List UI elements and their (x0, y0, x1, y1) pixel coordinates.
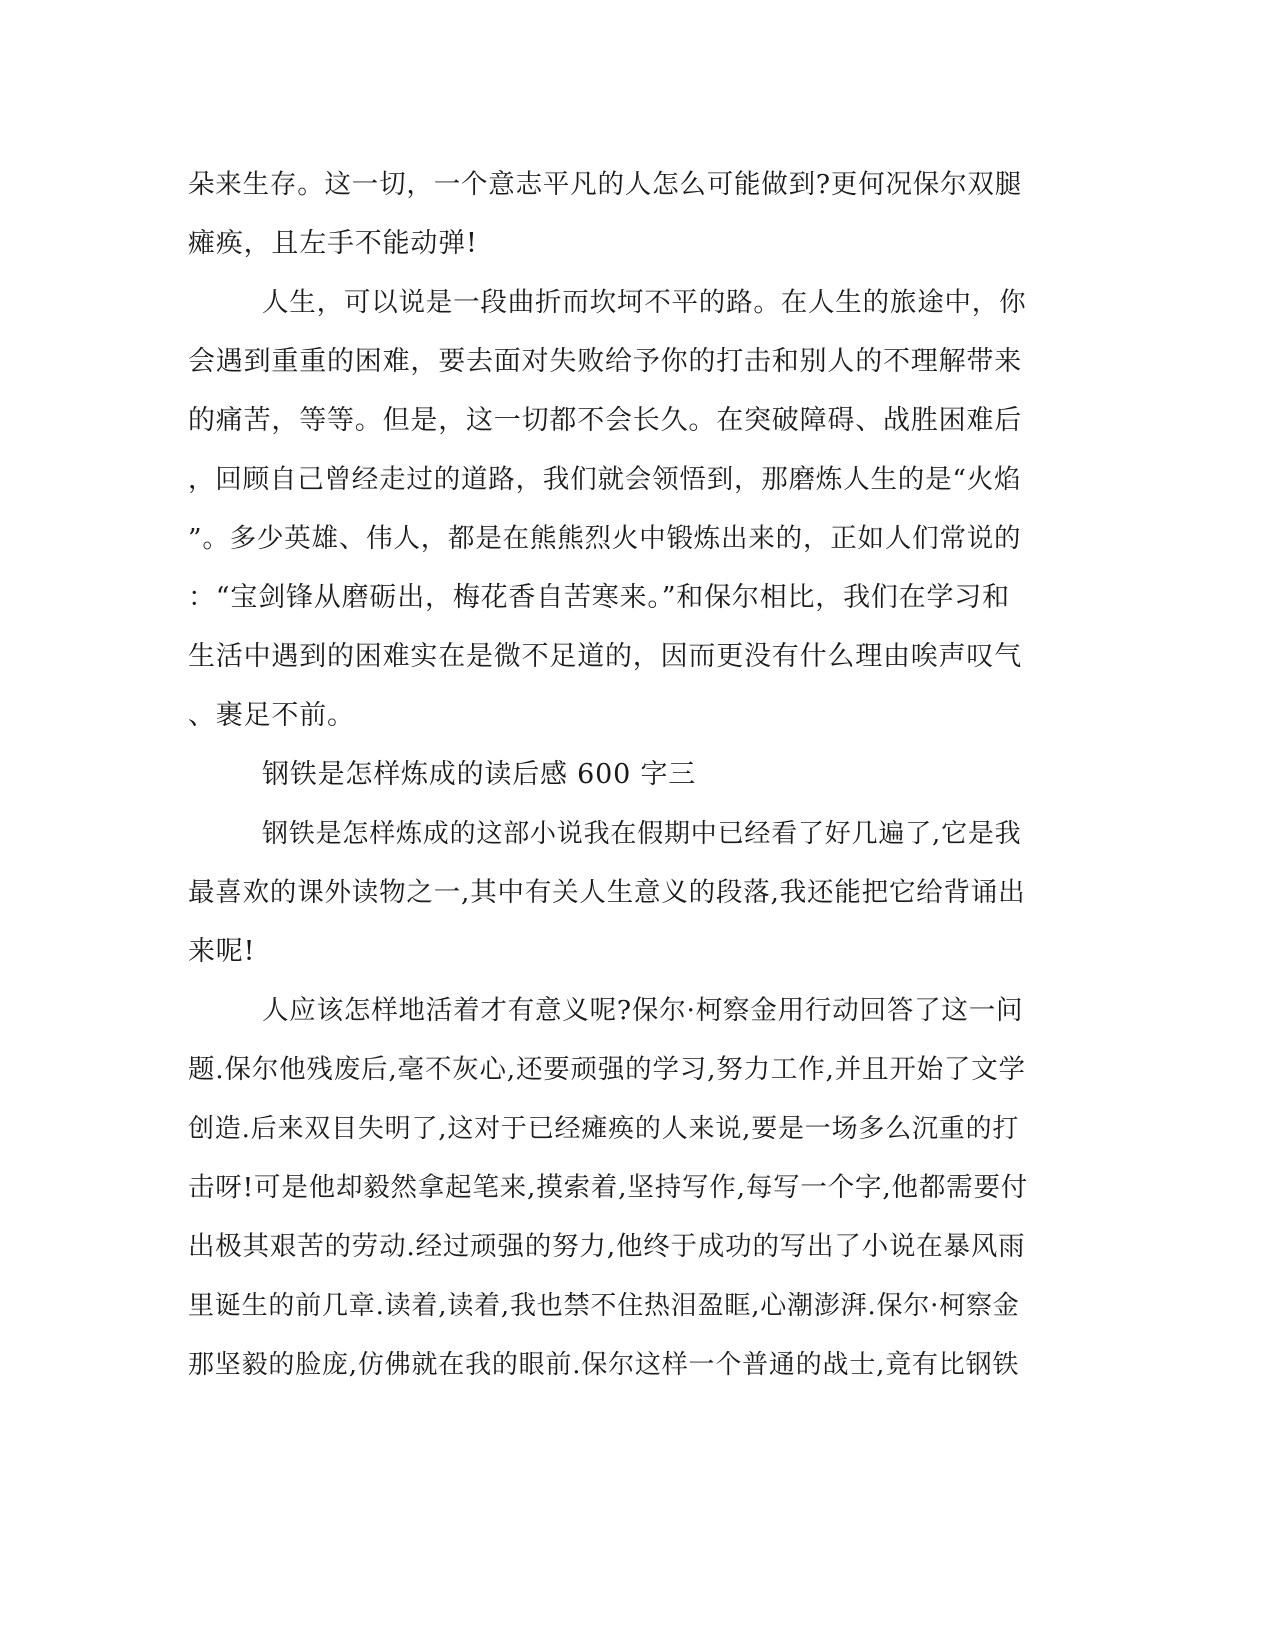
text-line: 创造.后来双目失明了,这对于已经瘫痪的人来说,要是一场多么沉重的打 (188, 1114, 1020, 1144)
text-line: 生活中遇到的困难实在是微不足道的，因而更没有什么理由唉声叹气 (188, 641, 1022, 672)
section-heading: 钢铁是怎样炼成的读后感 600 字三 (262, 759, 697, 790)
text-line: 出极其艰苦的劳动.经过顽强的努力,他终于成功的写出了小说在暴风雨 (188, 1231, 1026, 1262)
text-line: 里诞生的前几章.读着,读着,我也禁不住热泪盈眶,心潮澎湃.保尔·柯察金 (188, 1291, 1020, 1321)
paragraph-start-line: 钢铁是怎样炼成的这部小说我在假期中已经看了好几遍了,它是我 (262, 819, 1022, 849)
text-line: 会遇到重重的困难，要去面对失败给予你的打击和别人的不理解带来 (188, 346, 1022, 377)
text-line: 朵来生存。这一切，一个意志平凡的人怎么可能做到?更何况保尔双腿 (188, 169, 1023, 200)
text-line: ，回顾自己曾经走过的道路，我们就会领悟到，那磨炼人生的是“火焰 (188, 464, 1022, 495)
text-line: 击呀!可是他却毅然拿起笔来,摸索着,坚持写作,每写一个字,他都需要付 (188, 1172, 1029, 1203)
text-line: 那坚毅的脸庞,仿佛就在我的眼前.保尔这样一个普通的战士,竟有比钢铁 (188, 1350, 1020, 1380)
text-line: 的痛苦，等等。但是，这一切都不会长久。在突破障碍、战胜困难后 (188, 405, 1022, 436)
text-line: 题.保尔他残废后,毫不灰心,还要顽强的学习,努力工作,并且开始了文学 (188, 1054, 1026, 1085)
paragraph-start-line: 人生，可以说是一段曲折而坎坷不平的路。在人生的旅途中，你 (262, 287, 1027, 318)
text-line: ：“宝剑锋从磨砺出，梅花香自苦寒来。”和保尔相比，我们在学习和 (188, 582, 1010, 613)
text-line: 瘫痪，且左手不能动弹! (188, 228, 478, 259)
text-line: 、裹足不前。 (188, 700, 355, 731)
text-line: 最喜欢的课外读物之一,其中有关人生意义的段落,我还能把它给背诵出 (188, 877, 1026, 908)
text-line: ”。多少英雄、伟人，都是在熊熊烈火中锻炼出来的，正如人们常说的 (188, 523, 1022, 554)
paragraph-start-line: 人应该怎样地活着才有意义呢?保尔·柯察金用行动回答了这一问 (262, 995, 1024, 1026)
text-line: 来呢! (188, 936, 256, 967)
